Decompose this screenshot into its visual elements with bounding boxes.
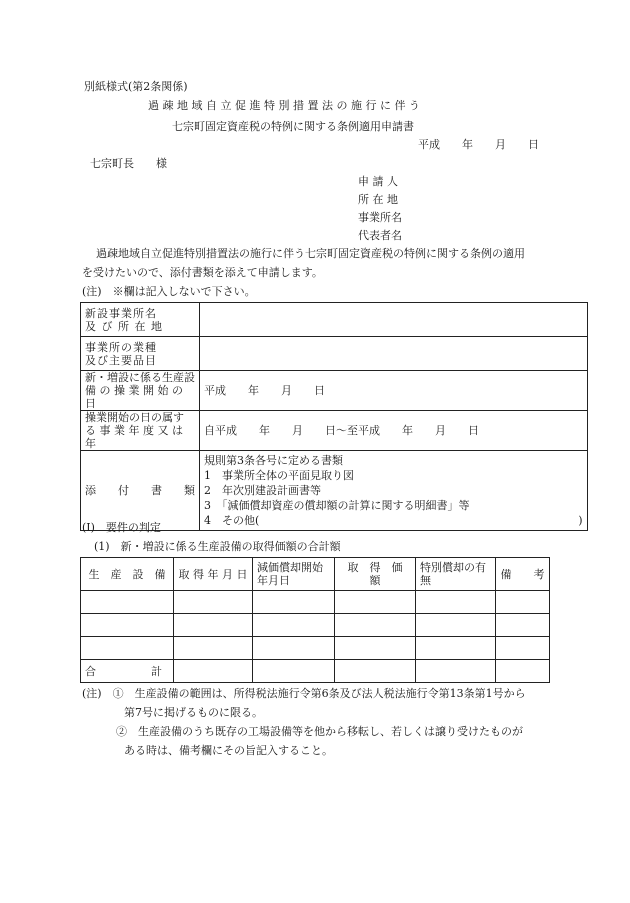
table-row	[81, 451, 588, 531]
office-name-label: 事業所名	[358, 211, 402, 224]
table-row	[81, 411, 588, 451]
note-2-line1: ② 生産設備のうち既存の工場設備等を他から移転し、若しくは譲り受けたものが	[116, 725, 523, 738]
application-info-table	[80, 302, 588, 531]
body-text-line1: 過疎地域自立促進特別措置法の施行に伴う七宗町固定資産税の特例に関する条例の適用	[96, 247, 525, 260]
table-row	[81, 337, 588, 371]
attachments-item: 3 「減価償却資産の償却額の計算に関する明細書」等	[204, 499, 470, 512]
form-title-line2: 七宗町固定資産税の特例に関する条例適用申請書	[172, 120, 414, 133]
attachments-label: 添 付 書 類	[81, 451, 200, 531]
attachments-list	[200, 451, 588, 531]
note-2-line2: ある時は、備考欄にその旨記入すること。	[124, 744, 333, 757]
new-office-label: 新設事業所名 及 び 所 在 地	[81, 303, 200, 337]
operation-start-field[interactable]: 平成 年 月 日	[200, 371, 588, 411]
location-label: 所 在 地	[358, 193, 398, 206]
table-row	[81, 614, 550, 637]
new-office-field[interactable]	[200, 303, 588, 337]
table-header-row	[81, 558, 550, 591]
header-remarks: 備 考	[496, 558, 550, 591]
section-heading: (Ⅰ) 要件の判定	[82, 521, 161, 534]
application-date: 平成 年 月 日	[418, 138, 539, 151]
business-type-label: 事業所の業種 及び主要品目	[81, 337, 200, 371]
attachments-item: 2 年次別建設計画書等	[204, 484, 321, 497]
fiscal-year-field[interactable]: 自平成 年 月 日～至平成 年 月 日	[200, 411, 588, 451]
body-text-line2: を受けたいので、添付書類を添えて申請します。	[82, 266, 323, 279]
attachment-label: 別紙様式(第2条関係)	[84, 80, 188, 93]
section-sub-heading: (1) 新・増設に係る生産設備の取得価額の合計額	[94, 540, 341, 553]
attachments-item: 4 その他( )	[204, 514, 583, 527]
table-total-row	[81, 660, 550, 683]
total-label: 合 計	[81, 660, 174, 683]
table-row	[81, 591, 550, 614]
table-row	[81, 371, 588, 411]
business-type-field[interactable]	[200, 337, 588, 371]
note-1-line2: 第7号に掲げるものに限る。	[124, 706, 263, 719]
attachments-item: 規則第3条各号に定める書類	[204, 454, 343, 467]
operation-start-label: 新・増設に係る生産設 備 の 操 業 開 始 の 日	[81, 371, 200, 411]
attachments-item: 1 事業所全体の平面見取り図	[204, 469, 354, 482]
header-depreciation-start: 減価償却開始年月日	[253, 558, 335, 591]
note-1-line1: (注) ① 生産設備の範囲は、所得税法施行令第6条及び法人税法施行令第13条第1号から	[82, 687, 526, 700]
equipment-cost-table	[80, 557, 550, 683]
header-acquisition-cost: 取 得 価 額	[335, 558, 416, 591]
total-amount-field[interactable]	[335, 660, 416, 683]
representative-label: 代表者名	[358, 229, 402, 242]
applicant-label: 申 請 人	[358, 175, 398, 188]
table-row	[81, 637, 550, 660]
form-title-line1: 過 疎 地 域 自 立 促 進 特 別 措 置 法 の 施 行 に 伴 う	[148, 99, 420, 112]
note-text: (注) ※欄は記入しないで下さい。	[82, 285, 256, 298]
addressee: 七宗町長 様	[90, 157, 167, 170]
header-acquisition-date: 取 得 年 月 日	[174, 558, 253, 591]
table-row	[81, 303, 588, 337]
fiscal-year-label: 操業開始の日の属す る 事 業 年 度 又 は 年	[81, 411, 200, 451]
header-special-depreciation: 特別償却の有無	[416, 558, 496, 591]
header-equipment: 生 産 設 備	[81, 558, 174, 591]
